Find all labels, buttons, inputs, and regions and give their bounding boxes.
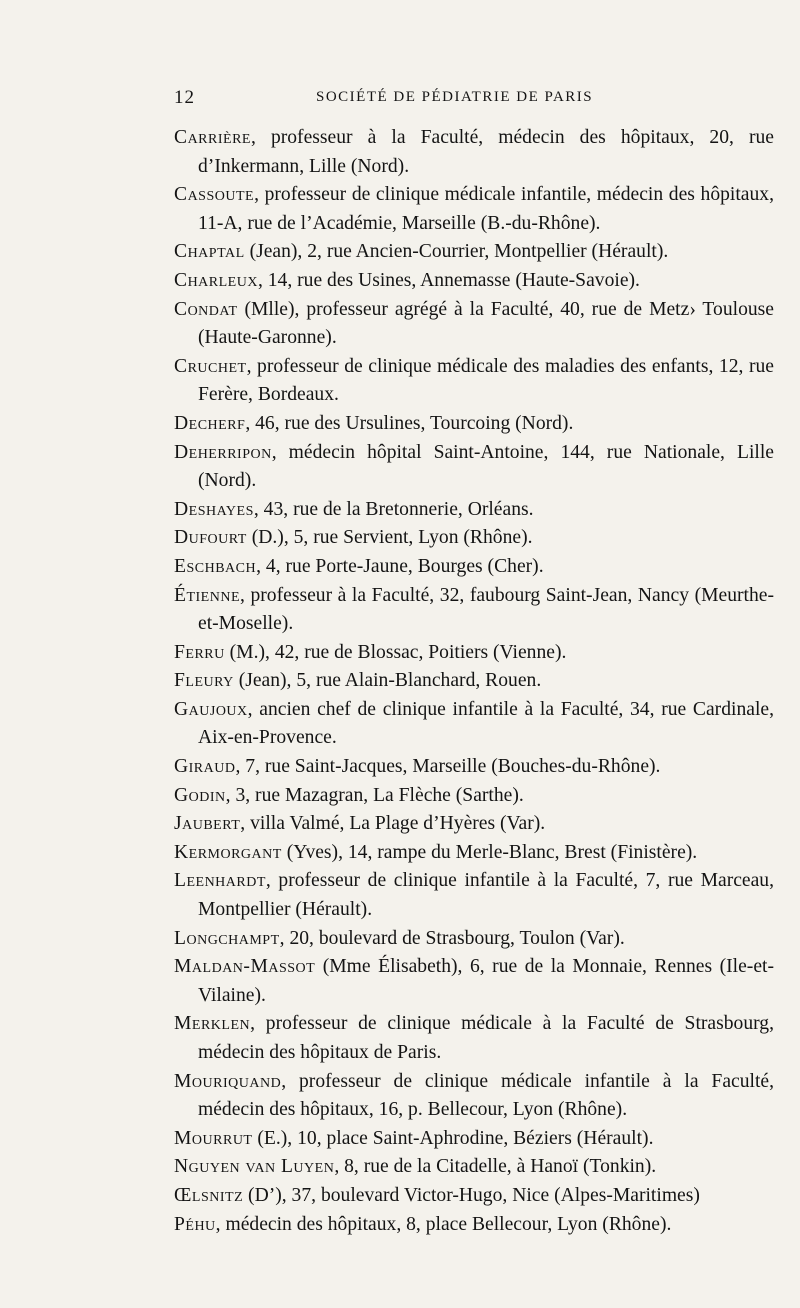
member-name: Œlsnitz [174, 1184, 244, 1206]
member-details: , professeur de clinique médicale infantile, médecin des hôpitaux, 11-A, rue de l’Académie, Marseille (B.-du-Rhône). [198, 184, 774, 234]
member-details: , professeur de clinique médicale à la Faculté de Strasbourg, médecin des hôpitaux de Paris. [198, 1013, 774, 1063]
list-item [174, 296, 774, 353]
member-name: Longchampt [174, 927, 280, 949]
list-item [174, 582, 774, 639]
member-details: , 7, rue Saint-Jacques, Marseille (Bouches-du-Rhône). [235, 756, 661, 778]
member-details: , 46, rue des Ursulines, Tourcoing (Nord). [245, 412, 574, 434]
member-name: Condat [174, 298, 238, 320]
member-details: (Jean), 2, rue Ancien-Courrier, Montpellier (Hérault). [244, 241, 669, 263]
member-details: , 4, rue Porte-Jaune, Bourges (Cher). [256, 555, 544, 577]
member-name: Fleury [174, 670, 234, 692]
member-details: , médecin des hôpitaux, 8, place Bellecour, Lyon (Rhône). [215, 1213, 672, 1235]
list-item [174, 524, 774, 553]
page-header [174, 87, 774, 111]
member-name: Carrière [174, 127, 251, 148]
list-item [174, 1125, 774, 1154]
list-item [174, 925, 774, 954]
list-item [174, 1068, 774, 1125]
list-item [174, 238, 774, 267]
list-item [174, 867, 774, 924]
member-name: Cruchet [174, 355, 247, 377]
member-details: , 20, boulevard de Strasbourg, Toulon (Var). [279, 927, 625, 949]
list-item [174, 667, 774, 696]
member-name: Gaujoux [174, 698, 248, 720]
member-name: Chaptal [174, 241, 245, 263]
member-name: Kermorgant [174, 841, 282, 863]
member-details: , 43, rue de la Bretonnerie, Orléans. [253, 498, 534, 520]
list-item [174, 782, 774, 811]
member-details: (Yves), 14, rampe du Merle-Blanc, Brest (Finistère). [281, 841, 698, 863]
member-name: Ferru [174, 641, 225, 663]
member-details: (Jean), 5, rue Alain-Blanchard, Rouen. [233, 670, 542, 692]
member-name: Maldan-Massot [174, 956, 316, 978]
list-item [174, 410, 774, 439]
member-details: , médecin hôpital Saint-Antoine, 144, rue Nationale, Lille (Nord). [198, 441, 774, 492]
member-name: Nguyen van Luyen [174, 1156, 335, 1178]
page-number: 12 [174, 87, 195, 108]
list-item [174, 439, 774, 496]
member-details: , 8, rue de la Citadelle, à Hanoï (Tonkin). [334, 1156, 657, 1178]
list-item [174, 1153, 774, 1182]
member-name: Charleux [174, 269, 258, 291]
member-details: (D.), 5, rue Servient, Lyon (Rhône). [246, 527, 533, 549]
member-name: Giraud [174, 756, 236, 778]
list-item [174, 696, 774, 753]
member-name: Godin [174, 784, 226, 806]
member-list [174, 124, 774, 1239]
member-details: , professeur de clinique infantile à la Faculté, 7, rue Marceau, Montpellier (Hérault). [198, 870, 774, 921]
member-name: Dufourt [174, 527, 247, 549]
member-name: Jaubert [174, 813, 241, 835]
list-item [174, 1211, 774, 1240]
list-item [174, 839, 774, 868]
member-details: , 3, rue Mazagran, La Flèche (Sarthe). [225, 784, 524, 806]
list-item [174, 496, 774, 525]
member-name: Merklen [174, 1013, 251, 1035]
member-details: , ancien chef de clinique infantile à la Faculté, 34, rue Cardinale, Aix-en-Provence. [198, 698, 774, 749]
member-name: Mouriquand [174, 1070, 282, 1092]
member-details: (M.), 42, rue de Blossac, Poitiers (Vienne). [224, 641, 567, 663]
member-name: Étienne [174, 584, 241, 606]
member-details: , professeur à la Faculté, 32, faubourg Saint-Jean, Nancy (Meurthe-et-Moselle). [198, 584, 774, 635]
member-name: Péhu [174, 1213, 216, 1235]
member-details: , 14, rue des Usines, Annemasse (Haute-Savoie). [257, 269, 640, 291]
member-name: Deshayes [174, 498, 254, 520]
list-item [174, 124, 774, 181]
list-item [174, 181, 774, 238]
list-item [174, 353, 774, 410]
member-details: , professeur de clinique médicale infantile à la Faculté, médecin des hôpitaux, 16, p. Bellecour, Lyon (Rhône). [198, 1070, 774, 1121]
list-item [174, 1182, 774, 1211]
list-item [174, 1010, 774, 1067]
member-name: Mourrut [174, 1127, 253, 1149]
list-item [174, 553, 774, 582]
member-name: Cassoute [174, 184, 255, 206]
list-item [174, 810, 774, 839]
member-name: Eschbach [174, 555, 257, 577]
member-details: (E.), 10, place Saint-Aphrodine, Béziers (Hérault). [252, 1127, 654, 1149]
list-item [174, 753, 774, 782]
member-name: Leenhardt [174, 870, 266, 892]
member-name: Decherf [174, 412, 246, 434]
member-details: , villa Valmé, La Plage d’Hyères (Var). [240, 813, 546, 835]
member-details: , professeur à la Faculté, médecin des hôpitaux, 20, rue d’Inkermann, Lille (Nord). [198, 127, 774, 177]
member-details: (D’), 37, boulevard Victor-Hugo, Nice (Alpes-Maritimes) [243, 1184, 700, 1206]
member-details: (Mme Élisabeth), 6, rue de la Monnaie, Rennes (Ile-et-Vilaine). [198, 956, 774, 1006]
list-item [174, 953, 774, 1010]
member-name: Deherripon [174, 441, 272, 463]
member-details: , professeur de clinique médicale des maladies des enfants, 12, rue Ferère, Bordeaux. [198, 355, 774, 406]
list-item [174, 267, 774, 296]
running-title: SOCIÉTÉ DE PÉDIATRIE DE PARIS [316, 89, 594, 105]
member-details: (Mlle), professeur agrégé à la Faculté, 40, rue de Metz› Toulouse (Haute-Garonne). [198, 298, 774, 349]
list-item [174, 639, 774, 668]
